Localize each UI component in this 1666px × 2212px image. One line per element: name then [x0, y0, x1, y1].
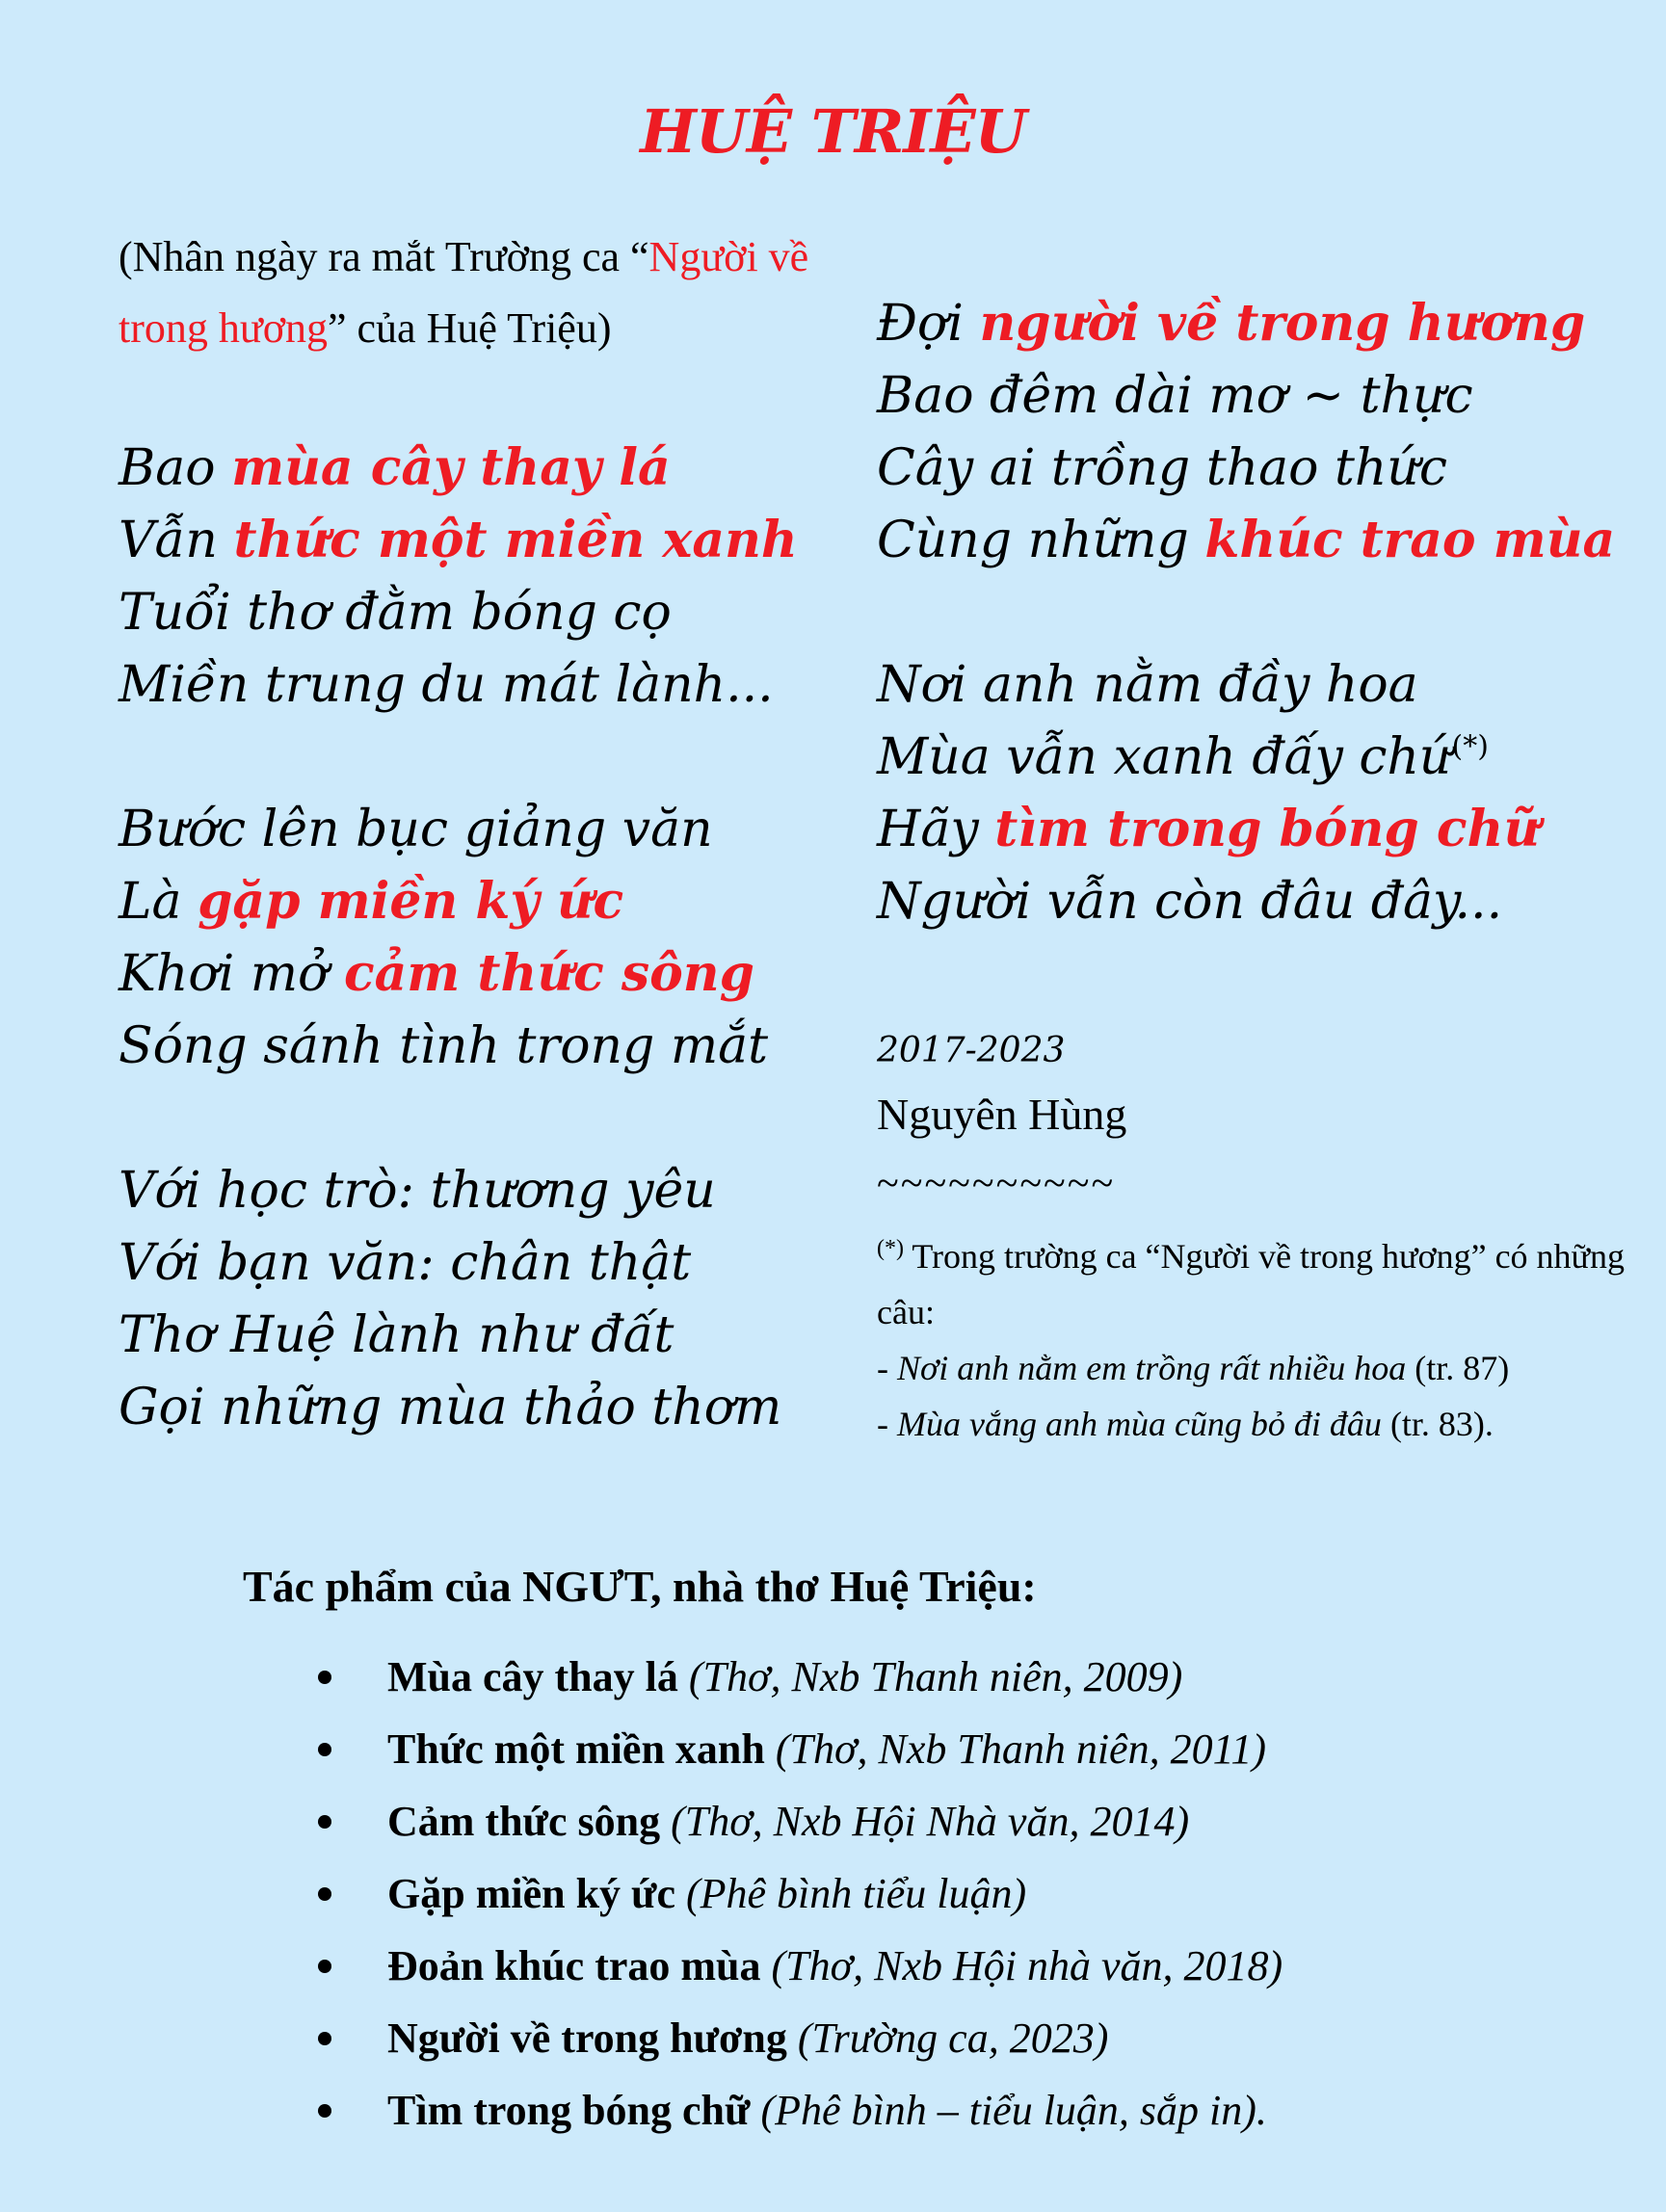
footnote-quote	[877, 1340, 1648, 1396]
list-item	[308, 1857, 1283, 1930]
poem-line	[877, 721, 1648, 793]
poem-line-text: Bao	[119, 439, 232, 497]
poem-line-text: Sóng sánh tình trong mắt	[119, 1017, 769, 1075]
works-heading: Tác phẩm của NGƯT, nhà thơ Huệ Triệu:	[243, 1562, 1037, 1611]
work-details: (Phê bình – tiểu luận, sắp in).	[750, 2087, 1267, 2134]
footnote-intro	[877, 1228, 1648, 1340]
bullet-icon	[318, 2104, 331, 2118]
stanza	[877, 648, 1648, 937]
poem-line-text: Người vẫn còn đâu đây...	[877, 873, 1503, 931]
poem-line	[877, 648, 1648, 721]
work-title: Cảm thức sông	[387, 1798, 661, 1845]
poem-line	[119, 1226, 889, 1299]
poem-line	[119, 648, 889, 721]
poem-line	[119, 793, 889, 865]
footnote-quote-ref: (tr. 87)	[1406, 1349, 1510, 1387]
poem-line-text: Bao đêm dài mơ ~ thực	[877, 367, 1473, 425]
work-details: (Trường ca, 2023)	[786, 2014, 1109, 2062]
work-details: (Phê bình tiểu luận)	[674, 1870, 1027, 1917]
subtitle-open: (Nhân ngày ra mắt Trường ca “	[119, 233, 649, 280]
list-item	[308, 2002, 1283, 2074]
stanza	[119, 432, 889, 721]
bullet-icon	[318, 2032, 331, 2045]
bullet-icon	[318, 1960, 331, 1973]
footnote-marker: (*)	[1451, 729, 1489, 764]
poem-line	[877, 359, 1648, 432]
poem-line	[119, 504, 889, 576]
poem-line	[119, 1371, 889, 1443]
footnote-quote-ref: (tr. 83).	[1381, 1405, 1494, 1443]
poem-line	[119, 937, 889, 1010]
work-details: (Thơ, Nxb Thanh niên, 2009)	[677, 1653, 1183, 1700]
poem-line-text: Vẫn	[119, 512, 234, 569]
page-title: HUỆ TRIỆU	[640, 96, 1026, 167]
list-item	[308, 1785, 1283, 1857]
poem-line-text: Với bạn văn: chân thật	[119, 1234, 692, 1292]
poem-line-text: Là	[119, 873, 198, 931]
poem-left-column	[119, 432, 889, 1443]
stanza	[119, 1154, 889, 1443]
footnote	[877, 1228, 1648, 1452]
stanza	[877, 287, 1648, 576]
subtitle-close: ” của Huệ Triệu)	[328, 304, 612, 352]
works-list	[308, 1641, 1283, 2146]
list-item	[308, 1930, 1283, 2002]
bullet-icon	[318, 1671, 331, 1684]
work-title: Tìm trong bóng chữ	[387, 2087, 751, 2134]
divider: ~~~~~~~~~~	[877, 1162, 1116, 1206]
bullet-icon	[318, 1887, 331, 1901]
list-item	[308, 2074, 1283, 2146]
poem-line-text: Nơi anh nằm đầy hoa	[877, 656, 1418, 714]
work-details: (Thơ, Nxb Hội Nhà văn, 2014)	[660, 1798, 1190, 1845]
list-item	[308, 1641, 1283, 1713]
poem-line-highlight: tìm trong bóng chữ	[994, 800, 1541, 858]
poem-line-text: Tuổi thơ đằm bóng cọ	[119, 584, 672, 642]
subtitle	[119, 222, 870, 364]
stanza-gap	[119, 1082, 889, 1154]
work-title: Đoản khúc trao mùa	[387, 1942, 761, 1989]
poem-line-text: Cùng những	[877, 512, 1205, 569]
poem-line-text: Với học trò: thương yêu	[119, 1162, 716, 1220]
poem-line	[119, 432, 889, 504]
poem-date: 2017-2023	[877, 1031, 1066, 1070]
poem-line-highlight: người về trong hương	[979, 294, 1586, 353]
poem-line	[877, 865, 1648, 937]
poem-line	[119, 1154, 889, 1226]
bullet-icon	[318, 1815, 331, 1829]
poem-line	[119, 865, 889, 937]
stanza	[119, 793, 889, 1082]
poem-line-text: Gọi những mùa thảo thơm	[119, 1379, 782, 1436]
poem-line	[877, 504, 1648, 576]
poem-line	[119, 1010, 889, 1082]
list-item	[308, 1713, 1283, 1785]
footnote-quote-text: - Mùa vắng anh mùa cũng bỏ đi đâu	[877, 1405, 1382, 1443]
subtitle-work-title: Người về trong hương	[119, 233, 809, 352]
poem-line-text: Thơ Huệ lành như đất	[119, 1306, 674, 1364]
poem-line	[119, 1299, 889, 1371]
poem-line-text: Miền trung du mát lành...	[119, 656, 774, 714]
work-details: (Thơ, Nxb Thanh niên, 2011)	[764, 1725, 1266, 1773]
footnote-quote-text: - Nơi anh nằm em trồng rất nhiều hoa	[877, 1349, 1407, 1387]
poem-line-highlight: mùa cây thay lá	[231, 438, 671, 497]
poem-line-text: Hãy	[877, 801, 995, 858]
stanza-gap	[877, 576, 1648, 648]
work-details: (Thơ, Nxb Hội nhà văn, 2018)	[760, 1942, 1283, 1989]
poem-author: Nguyên Hùng	[877, 1090, 1127, 1139]
work-title: Mùa cây thay lá	[387, 1653, 678, 1700]
poem-line-text: Đợi	[877, 295, 980, 353]
poem-line-highlight: gặp miền ký ức	[198, 872, 624, 931]
footnote-intro-text: Trong trường ca “Người về trong hương” có những câu:	[877, 1237, 1626, 1331]
poem-line-highlight: cảm thức sông	[343, 944, 754, 1003]
work-title: Người về trong hương	[387, 2014, 787, 2062]
poem-line-text: Mùa vẫn xanh đấy chứ	[877, 728, 1452, 786]
footnote-quote	[877, 1396, 1648, 1452]
poem-line	[119, 576, 889, 648]
poem-line-highlight: thức một miền xanh	[233, 511, 798, 569]
work-title: Thức một miền xanh	[387, 1725, 765, 1773]
work-title: Gặp miền ký ức	[387, 1870, 675, 1917]
poem-line	[877, 432, 1648, 504]
poem-line-text: Cây ai trồng thao thức	[877, 439, 1447, 497]
poem-line	[877, 287, 1648, 359]
poem-line-highlight: khúc trao mùa	[1204, 511, 1616, 569]
footnote-mark: (*)	[877, 1236, 904, 1261]
stanza-gap	[119, 721, 889, 793]
bullet-icon	[318, 1743, 331, 1756]
poem-line-text: Khơi mở	[119, 945, 344, 1003]
poem-line-text: Bước lên bục giảng văn	[119, 801, 713, 858]
poem-line	[877, 793, 1648, 865]
poem-right-column	[877, 287, 1648, 937]
